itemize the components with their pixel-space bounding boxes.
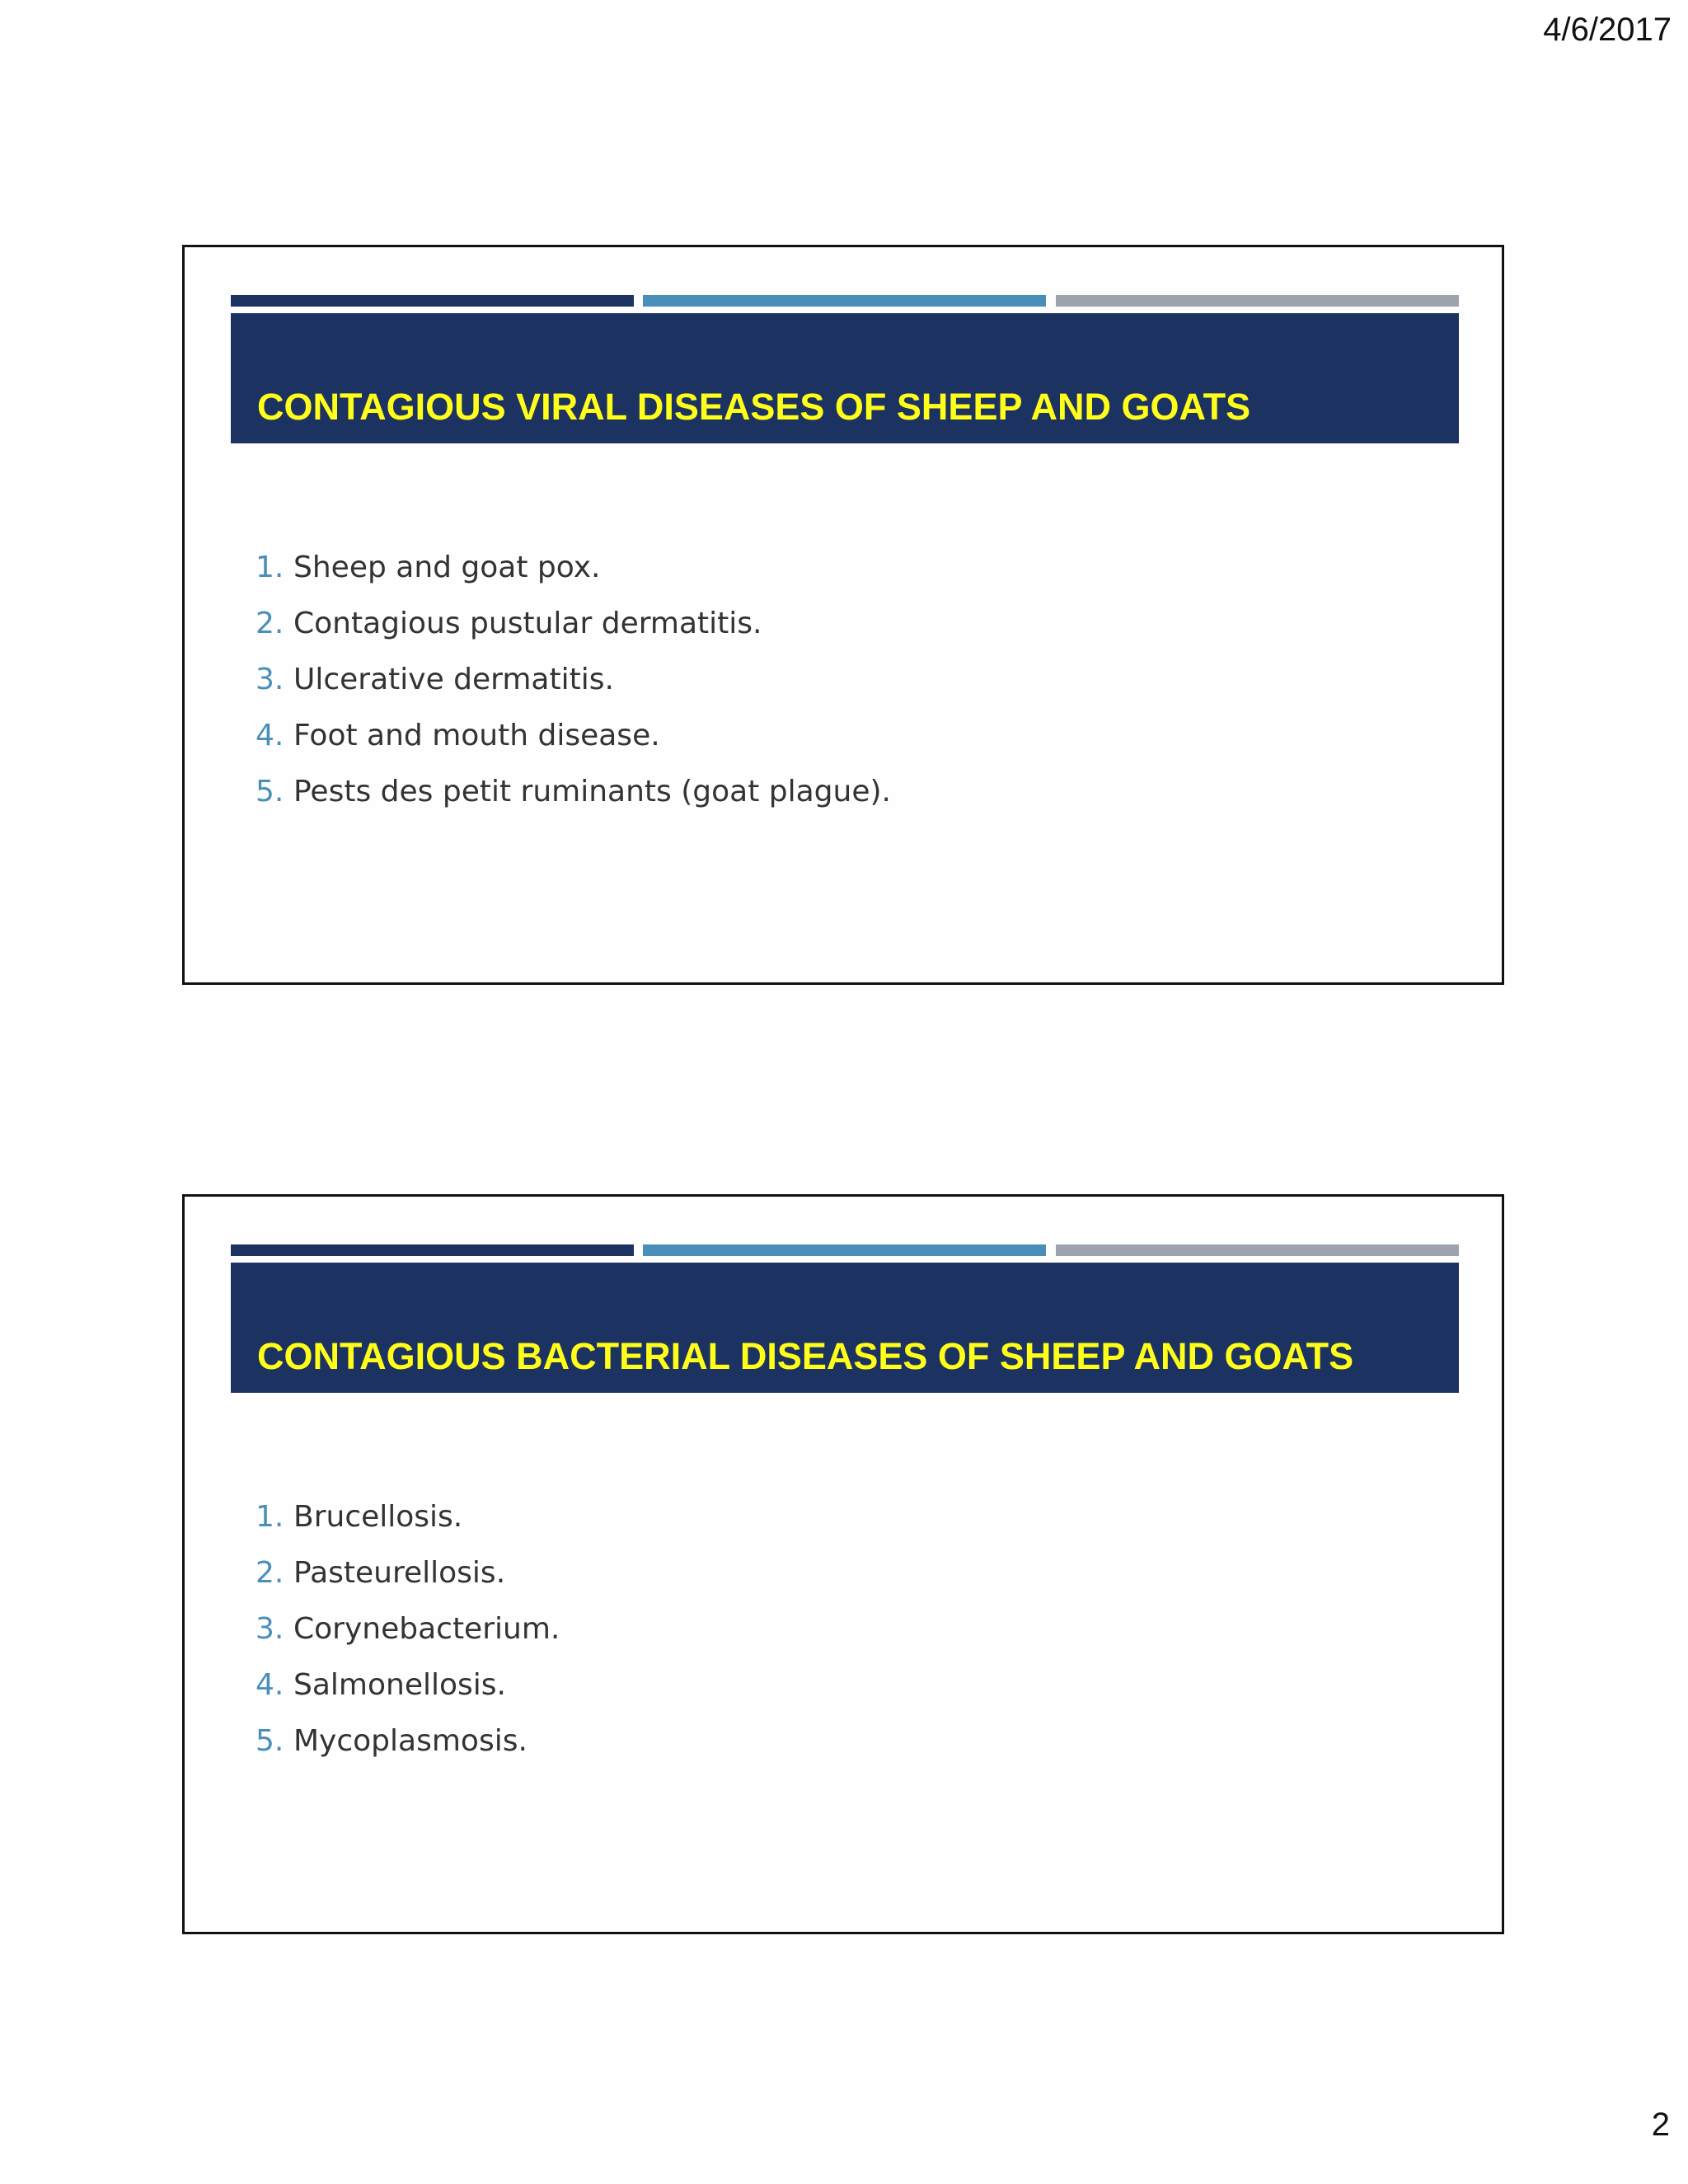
list-item xyxy=(256,607,891,663)
slide-viral-diseases xyxy=(182,245,1504,985)
accent-bar-teal xyxy=(643,295,1046,307)
list-number: 3. xyxy=(256,663,284,696)
list-number: 3. xyxy=(256,1612,284,1646)
list-number: 4. xyxy=(256,719,284,752)
list-text: Sheep and goat pox. xyxy=(293,551,601,584)
accent-bar-gray xyxy=(1056,295,1459,307)
list-number: 2. xyxy=(256,607,284,640)
list-item xyxy=(256,1668,560,1724)
list-number: 5. xyxy=(256,1724,284,1758)
disease-list xyxy=(256,1500,560,1780)
list-item xyxy=(256,1556,560,1612)
slide-title-band xyxy=(231,1263,1459,1393)
accent-bar-teal xyxy=(643,1244,1046,1256)
list-number: 5. xyxy=(256,775,284,808)
list-text: Foot and mouth disease. xyxy=(293,719,660,752)
list-text: Brucellosis. xyxy=(293,1500,463,1534)
list-item xyxy=(256,719,891,775)
accent-bar-dark xyxy=(231,295,634,307)
list-item xyxy=(256,551,891,607)
list-text: Mycoplasmosis. xyxy=(293,1724,528,1758)
list-item xyxy=(256,1724,560,1780)
slide-bacterial-diseases xyxy=(182,1194,1504,1934)
list-text: Salmonellosis. xyxy=(293,1668,506,1702)
accent-bars xyxy=(231,1244,1459,1256)
list-item xyxy=(256,1612,560,1668)
slide-title-band xyxy=(231,313,1459,443)
list-text: Contagious pustular dermatitis. xyxy=(293,607,762,640)
list-number: 4. xyxy=(256,1668,284,1702)
accent-bar-dark xyxy=(231,1244,634,1256)
accent-bars xyxy=(231,295,1459,307)
slide-title: CONTAGIOUS BACTERIAL DISEASES OF SHEEP AND GOATS xyxy=(257,1335,1354,1377)
list-text: Pests des petit ruminants (goat plague). xyxy=(293,775,891,808)
list-text: Pasteurellosis. xyxy=(293,1556,506,1590)
list-item xyxy=(256,663,891,719)
list-item xyxy=(256,775,891,831)
list-number: 2. xyxy=(256,1556,284,1590)
list-text: Ulcerative dermatitis. xyxy=(293,663,614,696)
disease-list xyxy=(256,551,891,831)
page-number: 2 xyxy=(1651,2107,1670,2143)
list-text: Corynebacterium. xyxy=(293,1612,560,1646)
list-number: 1. xyxy=(256,551,284,584)
list-item xyxy=(256,1500,560,1556)
page-date: 4/6/2017 xyxy=(1543,12,1672,48)
list-number: 1. xyxy=(256,1500,284,1534)
slide-title: CONTAGIOUS VIRAL DISEASES OF SHEEP AND GOATS xyxy=(257,386,1251,428)
accent-bar-gray xyxy=(1056,1244,1459,1256)
